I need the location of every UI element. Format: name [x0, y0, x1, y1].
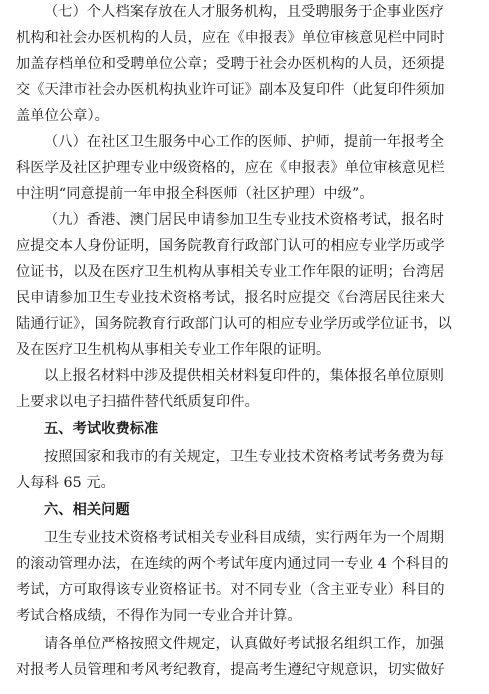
para-issues-line-2: 的滚动管理办法，在连续的两个考试年度内通过同一专业 4 个科目的: [16, 556, 449, 572]
para-issues-line-3: 考试，方可取得该专业资格证书。对不同专业（含主亚专业）科目的: [16, 582, 445, 598]
para-issues-line-1: 卫生专业技术资格考试相关专业科目成绩，实行两年为一个周期: [44, 530, 445, 546]
para-final-line-2: 对报考人员管理和考风考纪教育，提高考生遵纪守规意识，切实做好: [16, 662, 445, 678]
para-note-line-2: 上要求以电子扫描件替代纸质复印件。: [16, 394, 259, 410]
para-9-line-5: 陆通行证》，国务院教育行政部门认可的相应专业学历或学位证书，以: [16, 316, 452, 332]
para-final-line-1: 请各单位严格按照文件规定，认真做好考试报名组织工作，加强: [44, 636, 445, 652]
para-9-line-3: 位证书，以及在医疗卫生机构从事相关专业工作年限的证明；台湾居: [16, 264, 445, 280]
para-7-line-2: 机构和社会办医机构的人员，应在《申报表》单位审核意见栏中同时: [16, 30, 445, 46]
para-7-line-5: 盖单位公章）。: [16, 108, 109, 124]
para-fee-line-2: 人每科 65 元。: [16, 475, 115, 491]
para-fee-line-1: 按照国家和我市的有关规定，卫生专业技术资格考试考务费为每: [44, 449, 445, 465]
para-7-line-4: 交《天津市社会办医机构执业许可证》副本及复印件（此复印件须加: [16, 82, 445, 98]
para-9-line-6: 及在医疗卫生机构从事相关专业工作年限的证明。: [16, 342, 331, 358]
para-7-line-3: 加盖存档单位和受聘单位公章；受聘于社会办医机构的人员，还须提: [16, 56, 445, 72]
para-8-line-3: 中注明“同意提前一年申报全科医师（社区护理）中级”。: [16, 186, 374, 202]
para-note-line-1: 以上报名材料中涉及提供相关材料复印件的，集体报名单位原则: [44, 368, 445, 384]
para-9-line-4: 民申请参加卫生专业技术资格考试，报名时应提交《台湾居民往来大: [16, 290, 445, 306]
para-issues-line-4: 考试合格成绩，不得作为同一专业合并计算。: [16, 608, 302, 624]
section-6-heading: 六、相关问题: [44, 502, 130, 518]
para-7-line-1: （七）个人档案存放在人才服务机构，且受聘服务于企事业医疗: [44, 4, 445, 20]
para-9-line-1: （九）香港、澳门居民申请参加卫生专业技术资格考试，报名时: [44, 212, 445, 228]
para-9-line-2: 应提交本人身份证明，国务院教育行政部门认可的相应专业学历或学: [16, 238, 445, 254]
para-8-line-2: 科医学及社区护理专业中级资格的，应在《申报表》单位审核意见栏: [16, 160, 445, 176]
para-8-line-1: （八）在社区卫生服务中心工作的医师、护师，提前一年报考全: [44, 134, 445, 150]
section-5-heading: 五、考试收费标准: [44, 421, 159, 437]
